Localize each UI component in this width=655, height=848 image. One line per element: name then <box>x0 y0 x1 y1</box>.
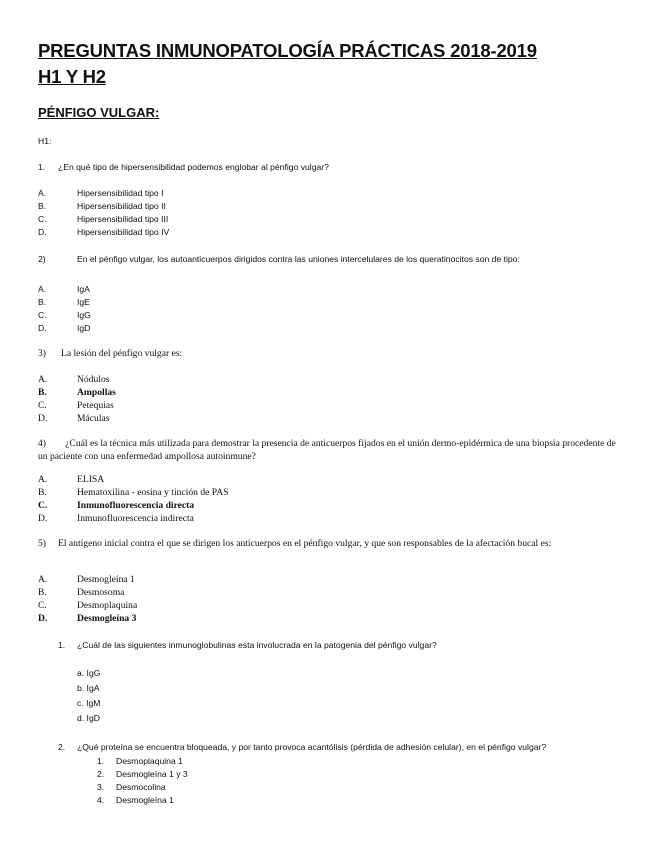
option-letter: C. <box>38 500 48 511</box>
option-text: Desmosoma <box>77 587 125 598</box>
option-text: Hipersensibilidad tipo IV <box>77 227 170 237</box>
option-letter: C. <box>38 310 47 320</box>
option-text: Petequias <box>77 400 114 411</box>
option-text: d. IgD <box>77 713 100 723</box>
question-number: 3) <box>38 348 46 359</box>
option-letter: B. <box>38 487 47 498</box>
option-letter: B. <box>38 297 47 307</box>
document-title: PREGUNTAS INMUNOPATOLOGÍA PRÁCTICAS 2018-2019 <box>38 40 537 61</box>
option-letter: A. <box>38 574 48 585</box>
option-number: 1. <box>97 756 105 766</box>
option-letter: D. <box>38 323 47 333</box>
option-number: 3. <box>97 782 105 792</box>
option-text: Hematoxilina - eosina y tinción de PAS <box>77 487 229 498</box>
question-number: 2) <box>38 254 46 264</box>
option-number: 2. <box>97 769 105 779</box>
question-text: La lesión del pénfigo vulgar es: <box>61 348 183 359</box>
option-text-correct: Desmogleína 3 <box>77 613 137 624</box>
question-text: 4) ¿Cuál es la técnica más utilizada para demostrar la presencia de anticuerpos fijados en el unión dermo-epidérmica de una biopsia procedente de un paciente con una enfermedad ampollosa autoinmune? <box>38 438 619 462</box>
option-number: 4. <box>97 795 105 805</box>
option-letter: B. <box>38 587 47 598</box>
option-text: Desmogleína 1 <box>77 574 135 585</box>
document-subtitle: H1 Y H2 <box>38 66 106 87</box>
option-letter: B. <box>38 387 47 398</box>
question-text: ¿En qué tipo de hipersensibilidad podemos englobar al pénfigo vulgar? <box>58 162 329 172</box>
option-text: IgE <box>77 297 90 307</box>
option-text: IgA <box>77 284 90 294</box>
question-text: ¿Qué proteína se encuentra bloqueada, y por tanto provoca acantólisis (pérdida de adhesión celular), en el pénfigo vulgar? <box>77 742 547 752</box>
option-text: IgD <box>77 323 91 333</box>
option-text: Hipersensibilidad tipo I <box>77 188 164 198</box>
option-text: Inmunofluorescencia indirecta <box>77 513 194 524</box>
option-text: Desmogleína 1 <box>116 795 174 805</box>
option-text: IgG <box>77 310 91 320</box>
question-text: ¿Cuál de las siguientes inmunoglobulinas esta involucrada en la patogenia del pénfigo vulgar? <box>77 640 437 650</box>
option-letter: A. <box>38 188 47 198</box>
option-letter: C. <box>38 214 47 224</box>
option-text: Máculas <box>77 413 110 424</box>
option-letter: D. <box>38 227 47 237</box>
option-text: Hipersensibilidad tipo III <box>77 214 169 224</box>
question-number: 1. <box>38 162 46 172</box>
option-letter: C. <box>38 600 47 611</box>
option-text-correct: Ampollas <box>77 387 116 398</box>
option-text-correct: Inmunofluorescencia directa <box>77 500 195 511</box>
option-text: Desmoplaquina 1 <box>116 756 183 766</box>
section-heading: PÉNFIGO VULGAR: <box>38 105 160 120</box>
question-number: 2. <box>58 742 66 752</box>
option-letter: A. <box>38 284 47 294</box>
option-text: Nódulos <box>77 374 110 385</box>
option-text: Desmocolina <box>116 782 166 792</box>
option-text: Hipersensibilidad tipo II <box>77 201 166 211</box>
option-letter: D. <box>38 613 48 624</box>
group-label-h1: H1: <box>38 136 52 146</box>
option-text: b. IgA <box>77 683 100 693</box>
option-letter: B. <box>38 201 47 211</box>
option-text: ELISA <box>77 474 105 485</box>
option-letter: A. <box>38 474 48 485</box>
question-text: 5) El antígeno inicial contra el que se dirigen los anticuerpos en el pénfigo vulgar, y que son responsables de la afectación bucal es: <box>38 538 552 549</box>
option-letter: D. <box>38 513 48 524</box>
question-number: 1. <box>58 640 66 650</box>
option-text: c. IgM <box>77 698 101 708</box>
option-letter: A. <box>38 374 48 385</box>
question-text: En el pénfigo vulgar, los autoanticuerpos dirigidos contra las uniones intercelulares de los queratinocitos son de tipo: <box>77 254 520 264</box>
option-text: a. IgG <box>77 668 101 678</box>
option-text: Desmogleína 1 y 3 <box>116 769 188 779</box>
option-text: Desmoplaquina <box>77 600 138 611</box>
option-letter: C. <box>38 400 47 411</box>
option-letter: D. <box>38 413 48 424</box>
